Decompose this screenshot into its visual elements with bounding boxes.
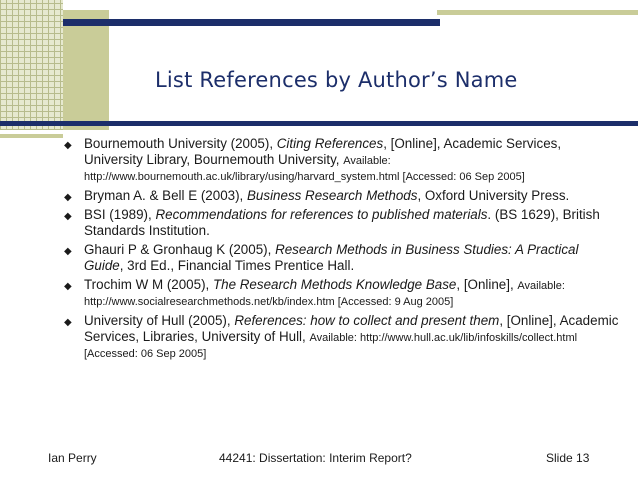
ref-url: http://www.hull.ac.uk/lib/infoskills/collect.html [Accessed: 06 Sep 2005] — [84, 331, 578, 360]
decorative-olive-bar-right — [437, 10, 638, 15]
ref-title: The Research Methods Knowledge Base — [212, 277, 457, 292]
reference-item — [60, 242, 620, 273]
footer-course: 44241: Dissertation: Interim Report? — [219, 451, 412, 465]
diamond-bullet-icon: ◆ — [64, 191, 72, 203]
decorative-navy-bar-top — [63, 19, 440, 26]
decorative-navy-bar-mid — [0, 121, 638, 126]
ref-available: Available: — [343, 154, 391, 167]
footer-slide-number: Slide 13 — [546, 451, 590, 465]
reference-item — [60, 313, 620, 361]
ref-details: , [Online], — [456, 277, 518, 292]
ref-author: Ghauri P & Gronhaug K (2005), — [84, 242, 276, 257]
reference-list — [60, 136, 620, 365]
ref-available: Available: http://www.socialresearchmethods.net/kb/index.htm [Accessed: 9 Aug 2005] — [84, 280, 565, 308]
ref-details: , [Online], Academic Services, Libraries, University of Hull, — [84, 313, 619, 344]
ref-author: University of Hull (2005), — [84, 313, 235, 328]
ref-title: Business Research Methods — [247, 187, 418, 203]
ref-details: , 3rd Ed., Financial Times Prentice Hall. — [119, 257, 355, 273]
diamond-bullet-icon: ◆ — [64, 317, 72, 328]
diamond-bullet-icon: ◆ — [64, 140, 72, 151]
decorative-olive-block — [63, 10, 109, 130]
reference-item — [60, 188, 620, 204]
reference-item — [60, 277, 620, 309]
ref-details: . (BS 1629), British Standards Institution. — [84, 207, 600, 238]
slide-title: List References by Author’s Name — [155, 68, 518, 92]
diamond-bullet-icon: ◆ — [64, 246, 72, 257]
decorative-grid-stripe — [0, 0, 63, 130]
ref-author: BSI (1989), — [84, 207, 156, 222]
ref-available: Available: — [309, 331, 357, 344]
diamond-bullet-icon: ◆ — [64, 281, 72, 292]
decorative-olive-bar-bottom — [0, 134, 63, 138]
ref-author: Trochim W M (2005), — [84, 277, 213, 292]
ref-details: , [Online], Academic Services, University Library, Bournemouth University, — [84, 136, 562, 167]
ref-title: Research Methods in Business Studies: A Practical Guide — [84, 242, 579, 273]
ref-url: http://www.bournemouth.ac.uk/library/using/harvard_system.html [Accessed: 06 Sep 2005] — [84, 170, 525, 183]
ref-author: Bryman A. & Bell E (2003), — [84, 187, 247, 203]
footer-author: Ian Perry — [48, 451, 97, 465]
ref-title: Citing References — [276, 136, 384, 151]
ref-title: Recommendations for references to published materials — [155, 207, 488, 222]
ref-title: References: how to collect and present them — [234, 313, 500, 328]
ref-author: Bournemouth University (2005), — [84, 136, 277, 151]
reference-item — [60, 136, 620, 184]
ref-details: , Oxford University Press. — [417, 187, 570, 203]
reference-item — [60, 207, 620, 238]
diamond-bullet-icon: ◆ — [64, 211, 72, 222]
